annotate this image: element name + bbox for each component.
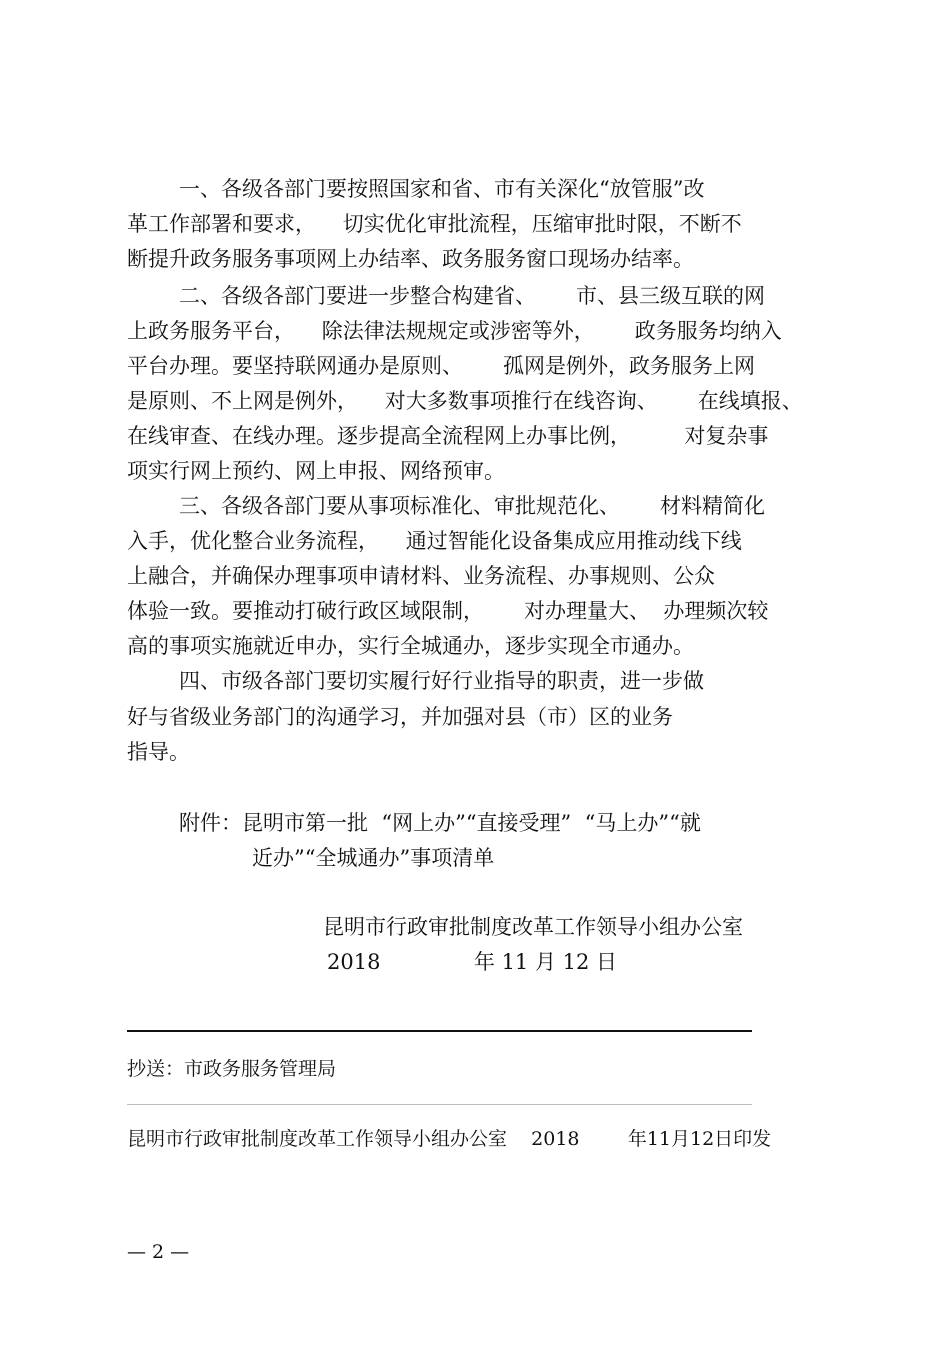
paragraph-2-line-5: 在线审查、在线办理。逐步提高全流程网上办事比例， 对复杂事	[127, 424, 769, 448]
paragraph-4-line-3: 指导。	[127, 740, 190, 764]
paragraph-4-line-2: 好与省级业务部门的沟通学习，并加强对县（市）区的业务	[127, 705, 673, 729]
paragraph-3-line-3: 上融合，并确保办理事项申请材料、业务流程、办事规则、公众	[127, 564, 715, 588]
paragraph-2-line-3: 平台办理。要坚持联网通办是原则、 孤网是例外，政务服务上网	[127, 354, 756, 378]
divider-thin	[127, 1104, 752, 1105]
paragraph-3-line-5: 高的事项实施就近申办，实行全城通办，逐步实现全市通办。	[127, 634, 694, 658]
divider-thick	[127, 1030, 752, 1032]
attachment-line-2: 近办”“全城通办”事项清单	[252, 846, 495, 870]
attachment-line-1: 附件：昆明市第一批 “网上办”“直接受理” “马上办”“就	[179, 811, 701, 835]
paragraph-1-line-2: 革工作部署和要求， 切实优化审批流程，压缩审批时限，不断不	[127, 212, 742, 236]
paragraph-1-line-1: 一、各级各部门要按照国家和省、市有关深化“放管服”改	[179, 177, 705, 201]
paragraph-2-line-2: 上政务服务平台， 除法律法规规定或涉密等外， 政务服务均纳入	[127, 319, 782, 343]
paragraph-3-line-4: 体验一致。要推动打破行政区域限制， 对办理量大、 办理频次较	[127, 599, 769, 623]
issue-line: 昆明市行政审批制度改革工作领导小组办公室 2018 年11月12日印发	[127, 1128, 772, 1150]
page-number: — 2 —	[127, 1241, 190, 1263]
paragraph-4-line-1: 四、市级各部门要切实履行好行业指导的职责，进一步做	[179, 669, 704, 693]
paragraph-2-line-6: 项实行网上预约、网上申报、网络预审。	[127, 459, 505, 483]
paragraph-3-line-1: 三、各级各部门要从事项标准化、审批规范化、 材料精简化	[179, 494, 766, 518]
signature-office: 昆明市行政审批制度改革工作领导小组办公室	[323, 915, 743, 939]
paragraph-3-line-2: 入手，优化整合业务流程， 通过智能化设备集成应用推动线下线	[127, 529, 742, 553]
paragraph-2-line-4: 是原则、不上网是例外， 对大多数事项推行在线咨询、 在线填报、	[127, 389, 803, 413]
cc-line: 抄送：市政务服务管理局	[127, 1058, 337, 1080]
paragraph-2-line-1: 二、各级各部门要进一步整合构建省、 市、县三级互联的网	[179, 284, 766, 308]
signature-date: 2018 年 11 月 12 日	[327, 950, 618, 974]
paragraph-1-line-3: 断提升政务服务事项网上办结率、政务服务窗口现场办结率。	[127, 247, 694, 271]
